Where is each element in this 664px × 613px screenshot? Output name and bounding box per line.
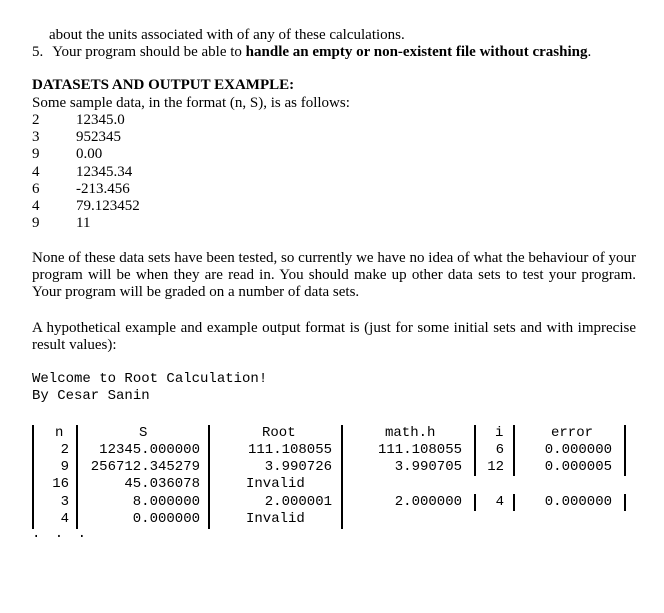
requirement-item-5 xyxy=(32,44,591,61)
sample-n: 2 xyxy=(32,112,40,128)
table-bar xyxy=(624,494,626,511)
sample-s: 11 xyxy=(76,215,91,231)
table-bar xyxy=(474,494,476,511)
cell-i: 12 xyxy=(487,459,504,475)
table-bar xyxy=(513,494,515,511)
sample-n: 4 xyxy=(32,164,40,180)
table-bar xyxy=(341,425,343,529)
cell-s: 256712.345279 xyxy=(90,459,200,475)
cell-s: 0.000000 xyxy=(132,511,200,527)
table-bar xyxy=(208,425,210,529)
cell-root: 111.108055 xyxy=(247,442,332,458)
sample-n: 3 xyxy=(32,129,40,145)
table-row xyxy=(32,442,612,459)
section-heading: DATASETS AND OUTPUT EXAMPLE: xyxy=(32,77,295,93)
header-error: error xyxy=(551,425,594,441)
table-bar xyxy=(624,425,626,476)
cell-n: 2 xyxy=(60,442,69,458)
cell-n: 9 xyxy=(60,459,69,475)
table-row xyxy=(32,459,612,476)
sample-n: 6 xyxy=(32,181,40,197)
cell-mathh: 111.108055 xyxy=(377,442,462,458)
cell-s: 45.036078 xyxy=(124,476,200,492)
item-bold-text: handle an empty or non-existent file without crashing xyxy=(245,44,588,60)
sample-n: 4 xyxy=(32,198,40,214)
sample-n: 9 xyxy=(32,215,40,231)
sample-s: 79.123452 xyxy=(76,198,140,214)
cell-error: 0.000000 xyxy=(544,442,612,458)
sample-s: 952345 xyxy=(76,129,121,145)
sample-n: 9 xyxy=(32,146,40,162)
cell-error: 0.000005 xyxy=(544,459,612,475)
paragraph-example: A hypothetical example and example output format is (just for some initial sets and with imprecise result values): xyxy=(32,320,636,353)
cell-mathh: 3.990705 xyxy=(394,459,462,475)
intro-line: about the units associated with of any of these calculations. xyxy=(49,27,405,43)
cell-error: 0.000000 xyxy=(544,494,612,510)
cell-i: 4 xyxy=(495,494,504,510)
cell-n: 3 xyxy=(60,494,69,510)
sample-s: 12345.0 xyxy=(76,112,125,128)
cell-mathh: 2.000000 xyxy=(394,494,462,510)
cell-s: 8.000000 xyxy=(132,494,200,510)
sample-s: 12345.34 xyxy=(76,164,133,180)
header-n: n xyxy=(55,425,64,441)
cell-n: 16 xyxy=(52,476,69,492)
cell-root: 3.990726 xyxy=(264,459,332,475)
item-text-end: . xyxy=(587,44,592,60)
table-row xyxy=(32,494,612,511)
cell-i: 6 xyxy=(495,442,504,458)
header-s: S xyxy=(139,425,148,441)
sample-intro: Some sample data, in the format (n, S), is as follows: xyxy=(32,95,350,111)
table-row xyxy=(32,476,305,493)
table-bar xyxy=(513,425,515,476)
output-author: By Cesar Sanin xyxy=(32,388,150,404)
table-bar xyxy=(474,425,476,476)
sample-s: 0.00 xyxy=(76,146,103,162)
item-text: Your program should be able to xyxy=(52,44,246,60)
cell-root: Invalid xyxy=(246,476,305,492)
header-root: Root xyxy=(262,425,296,441)
paragraph-untested: None of these data sets have been tested, so currently we have no idea of what the behaviour of your program will be when they are read in. You should make up other data sets to test your program. Your program will be graded on a number of data sets. xyxy=(32,250,636,300)
output-welcome: Welcome to Root Calculation! xyxy=(32,371,268,387)
cell-s: 12345.000000 xyxy=(99,442,200,458)
cell-root: 2.000001 xyxy=(264,494,332,510)
cell-n: 4 xyxy=(60,511,69,527)
table-header xyxy=(32,425,594,442)
item-number: 5. xyxy=(32,44,44,60)
header-mathh: math.h xyxy=(385,425,436,441)
output-ellipsis: . . . xyxy=(32,526,90,542)
cell-root: Invalid xyxy=(246,511,305,527)
header-i: i xyxy=(495,425,504,441)
sample-s: -213.456 xyxy=(76,181,130,197)
table-bar xyxy=(76,425,78,529)
